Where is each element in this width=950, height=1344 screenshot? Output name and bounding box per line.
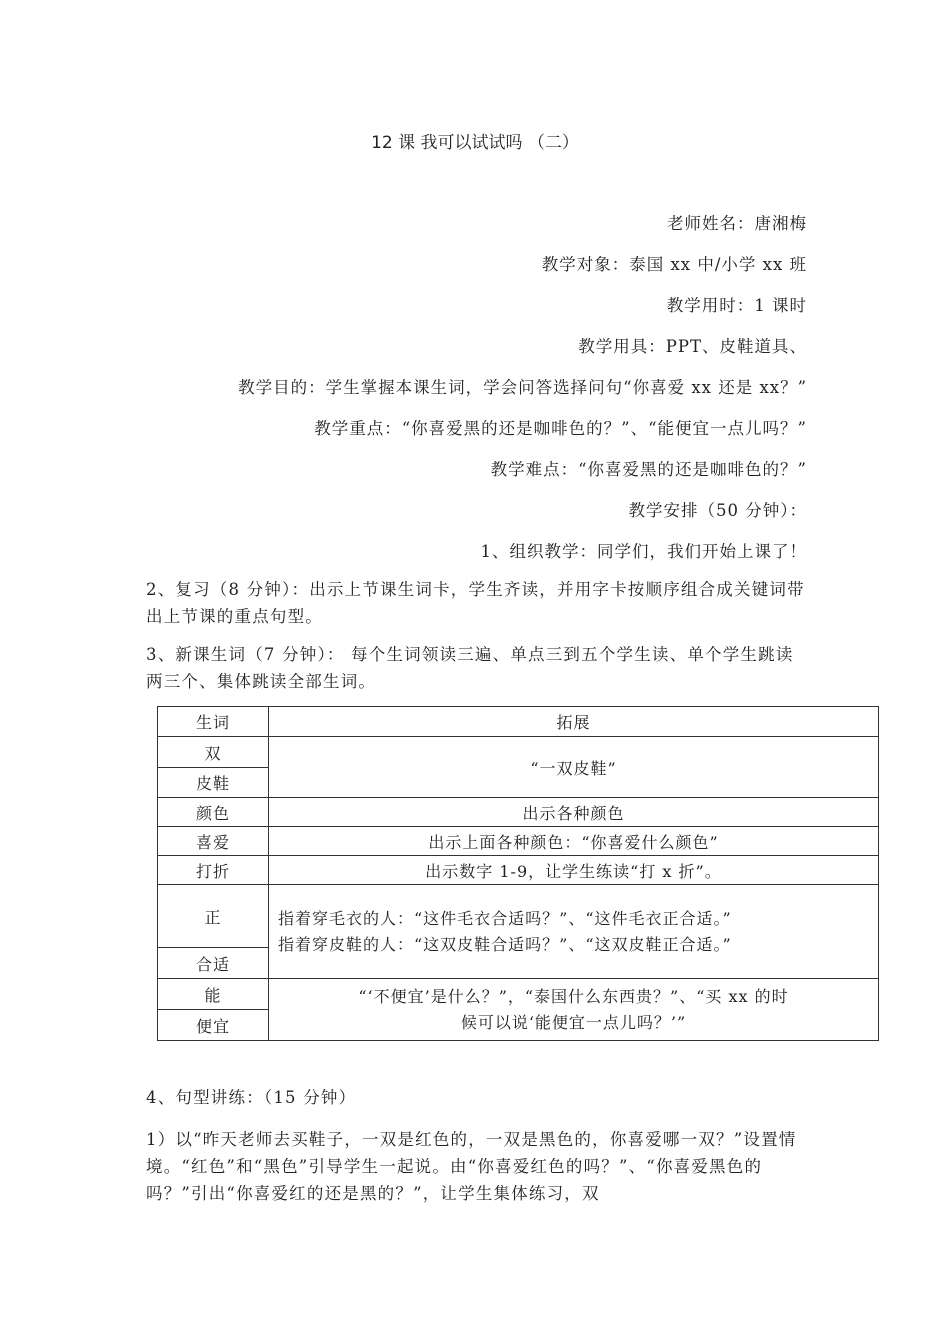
word-cell: 合适 (158, 948, 269, 979)
ext-cell (269, 885, 879, 979)
table-header-row (158, 707, 879, 737)
word-cell: 喜爱 (158, 827, 269, 856)
table-row (158, 737, 879, 768)
ext-cell: “一双皮鞋” (269, 737, 879, 798)
word-cell: 颜色 (158, 798, 269, 827)
table-header-ext: 拓展 (269, 707, 879, 737)
ext-line: 指着穿毛衣的人：“这件毛衣合适吗？”、“这件毛衣正合适。” (278, 908, 732, 928)
table-header-word: 生词 (158, 707, 269, 737)
step-3: 3、新课生词（7 分钟）： 每个生词领读三遍、单点三到五个学生读、单个学生跳读两三个、集体跳读全部生词。 (146, 645, 794, 691)
ext-line: 指着穿皮鞋的人：“这双皮鞋合适吗？”、“这双皮鞋正合适。” (278, 934, 732, 954)
ext-line: “‘不便宜’是什么？”，“泰国什么东西贵？”、“买 xx 的时 (358, 986, 789, 1006)
word-cell: 双 (158, 737, 269, 768)
ext-cell: 出示各种颜色 (269, 798, 879, 827)
table-row (158, 827, 879, 856)
vocab-table (157, 706, 879, 1041)
page-title: 12 课 我可以试试吗 （二） (371, 133, 579, 153)
ext-line: 候可以说‘能便宜一点儿吗？’” (460, 1012, 687, 1032)
word-cell: 能 (158, 979, 269, 1010)
teaching-time: 教学用时：1 课时 (666, 296, 807, 315)
word-cell: 正 (158, 885, 269, 948)
teaching-difficulty: 教学难点：“你喜爱黑的还是咖啡色的？” (490, 460, 807, 479)
step-4-paragraph: 1）以“昨天老师去买鞋子，一双是红色的，一双是黑色的，你喜爱哪一双？”设置情境。“红色”和“黑色”引导学生一起说。由“你喜爱红色的吗？”、“你喜爱黑色的吗？”引出“你喜爱红的还是黑的？”，让学生集体练习，双 (146, 1130, 797, 1203)
word-cell: 便宜 (158, 1010, 269, 1041)
teacher-name: 老师姓名：唐湘梅 (667, 214, 807, 233)
teaching-schedule: 教学安排（50 分钟）： (628, 501, 807, 520)
teaching-focus: 教学重点：“你喜爱黑的还是咖啡色的？”、“能便宜一点儿吗？” (314, 419, 807, 438)
table-row (158, 885, 879, 948)
teaching-tools: 教学用具：PPT、皮鞋道具、 (578, 337, 807, 356)
table-row (158, 979, 879, 1010)
ext-cell: 出示数字 1-9，让学生练读“打 x 折”。 (269, 856, 879, 885)
teaching-target: 教学对象：泰国 xx 中/小学 xx 班 (541, 255, 807, 274)
table-row (158, 798, 879, 827)
table-row (158, 856, 879, 885)
word-cell: 打折 (158, 856, 269, 885)
word-cell: 皮鞋 (158, 768, 269, 798)
teaching-goal: 教学目的：学生掌握本课生词，学会问答选择问句“你喜爱 xx 还是 xx？” (238, 378, 807, 397)
step-2: 2、复习（8 分钟）：出示上节课生词卡，学生齐读，并用字卡按顺序组合成关键词带出上节课的重点句型。 (146, 580, 805, 626)
step-4: 4、句型讲练：（15 分钟） (146, 1088, 357, 1107)
ext-cell (269, 979, 879, 1041)
step-1: 1、组织教学：同学们，我们开始上课了！ (480, 542, 807, 561)
ext-cell: 出示上面各种颜色：“你喜爱什么颜色” (269, 827, 879, 856)
